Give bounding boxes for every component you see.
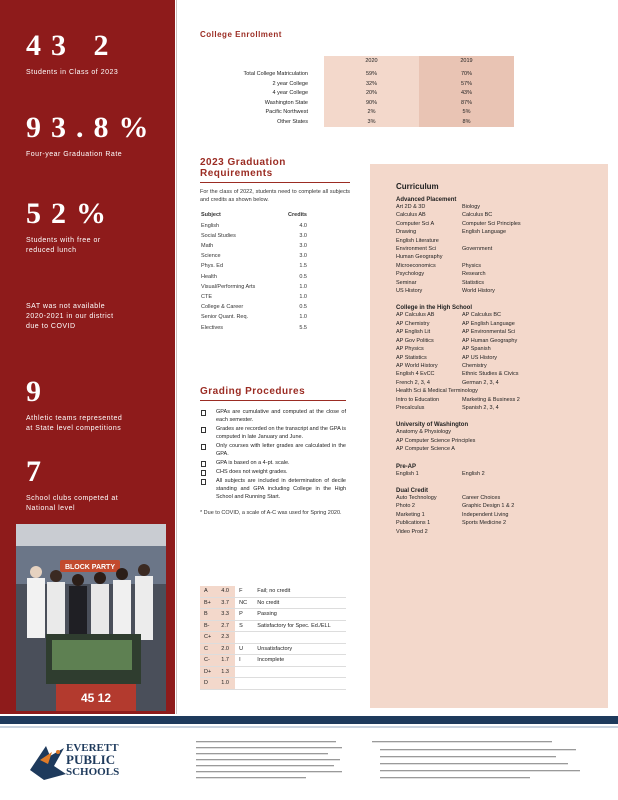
requirements-title-line2: Requirements xyxy=(200,168,273,179)
enrollment-row: Other States 3% 8% xyxy=(180,117,514,127)
requirement-row: Phys. Ed 1.5 xyxy=(201,263,307,270)
enrollment-row: Total College Matriculation 59% 70% xyxy=(180,70,514,80)
scale-row: A 4.0 F Fail; no credit xyxy=(200,586,346,597)
year-2019-header: 2019 xyxy=(419,56,514,66)
enrollment-row: Washington State 90% 87% xyxy=(180,98,514,108)
scale-row: C- 1.7 I Incomplete xyxy=(200,655,346,667)
svg-text:45 12: 45 12 xyxy=(80,691,112,705)
grading-list xyxy=(200,408,346,501)
column-divider xyxy=(176,0,177,714)
requirement-row: Visual/Performing Arts 1.0 xyxy=(201,283,307,290)
requirement-row: CTE 1.0 xyxy=(201,294,307,301)
enrollment-table xyxy=(180,56,514,127)
stat-number: 43 2 xyxy=(26,29,119,62)
footer-fine-print-right xyxy=(372,739,594,787)
stat-number: 52% xyxy=(26,197,116,230)
requirement-row: Senior Quant. Req. 1.0 xyxy=(201,314,307,321)
stat-number: 9 xyxy=(26,375,51,408)
grading-item: All subjects are included in determination of decile standing and GPA including College in the High School and Running Start. xyxy=(200,477,346,501)
footer-fine-print-left xyxy=(196,739,346,787)
grading-scale-table xyxy=(200,586,346,690)
requirement-row: College & Career 0.5 xyxy=(201,304,307,311)
requirement-row: Health 0.5 xyxy=(201,273,307,280)
requirement-row: Social Studies 3.0 xyxy=(201,232,307,239)
illegible-fine-print xyxy=(372,739,594,787)
requirement-row: Math 3.0 xyxy=(201,243,307,250)
stat-label: School clubs competed at National level xyxy=(26,495,119,512)
stat-number: 93.8% xyxy=(26,111,159,144)
requirement-row: Electives 5.5 xyxy=(201,324,307,331)
curriculum-panel xyxy=(370,164,608,708)
requirements-title-line1: 2023 Graduation xyxy=(200,157,286,168)
requirements-section xyxy=(200,157,350,333)
group-university-of-washington: University of Washington Anatomy & Physiology AP Computer Science Principles AP Computer Science A xyxy=(396,422,476,453)
logo-line: SCHOOLS xyxy=(66,766,120,778)
scale-row: B+ 3.7 NC No credit xyxy=(200,597,346,609)
stat-label: Athletic teams represented at State level competitions xyxy=(26,415,123,432)
grading-title: Grading Procedures xyxy=(200,386,306,397)
students-photo xyxy=(16,524,166,711)
illegible-fine-print xyxy=(196,739,346,787)
enrollment-row: 4 year College 20% 43% xyxy=(180,89,514,99)
eagle-icon xyxy=(28,740,68,786)
stat-clubs xyxy=(26,456,118,514)
year-2020-header: 2020 xyxy=(324,56,419,66)
district-logo xyxy=(28,738,152,788)
stat-athletic-teams xyxy=(26,376,122,434)
enrollment-row: Pacific Northwest 2% 5% xyxy=(180,108,514,118)
curriculum-title: Curriculum xyxy=(396,182,439,191)
grading-item: GPA is based on a 4-pt. scale. xyxy=(200,459,346,467)
enrollment-title: College Enrollment xyxy=(200,30,282,39)
grading-item: GPAs are cumulative and computed at the close of each semester. xyxy=(200,408,346,424)
requirement-row: Science 3.0 xyxy=(201,253,307,260)
stat-sat-note xyxy=(26,296,114,332)
scale-row: B 3.3 P Passing xyxy=(200,609,346,621)
scale-row: C 2.0 U Unsatisfactory xyxy=(200,643,346,655)
group-advanced-placement: Advanced Placement Art 2D & 3D Biology Calculus AB Calculus BC Computer Sci A Computer Sci Principles Drawing English Language English Literature Environment Sci Government Human Geography Microeconomics Physics Psychology Research Seminar Statistics US History World History xyxy=(396,197,521,295)
scale-row: D 1.0 xyxy=(200,678,346,690)
requirements-table xyxy=(200,210,308,332)
stat-graduation-rate xyxy=(26,112,159,160)
requirement-row: English 4.0 xyxy=(201,222,307,229)
stat-label: Four-year Graduation Rate xyxy=(26,151,123,158)
logo-line: EVERETT xyxy=(66,742,119,754)
grading-covid-note: * Due to COVID, a scale of A-C was used for Spring 2020. xyxy=(200,510,342,516)
banner-text: BLOCK PARTY xyxy=(64,564,116,571)
group-dual-credit: Dual Credit Auto Technology Career Choices Photo 2 Graphic Design 1 & 2 Marketing 1 Independent Living Publications 1 Sports Medicine 2 Video Prod 2 xyxy=(396,487,515,535)
title-underline xyxy=(200,182,350,183)
logo-text xyxy=(66,742,119,778)
subject-header: Subject xyxy=(201,212,221,219)
scale-row: D+ 1.3 xyxy=(200,666,346,678)
footer-accent-line xyxy=(0,726,618,728)
stat-students xyxy=(26,30,119,78)
enrollment-header-row xyxy=(180,56,514,66)
credits-header: Credits xyxy=(288,212,307,219)
stat-number: 7 xyxy=(26,455,51,488)
stat-label: Students with free or reduced lunch xyxy=(26,237,101,254)
scale-row: B- 2.7 S Satisfactory for Spec. Ed./ELL xyxy=(200,620,346,632)
students-photo-illustration xyxy=(16,524,166,711)
group-college-in-high-school: College in the High School AP Calculus AB AP Calculus BC AP Chemistry AP English Language AP English Lit AP Environmental Sci AP Gov Politics AP Human Geography AP Physics AP Spanish AP Statistics AP US History AP World History Chemistry English 4 EvCC Ethnic Studies & Civics French 2, 3, 4 German 2, 3, 4 Health Sci & Medical Terminology Intro to Education Marketing & Business 2 Precalculus Spanish 2, 3, 4 xyxy=(396,305,520,411)
grading-item: Grades are recorded on the transcript and the GPA is computed in late January and June. xyxy=(200,425,346,441)
enrollment-row: 2 year College 32% 57% xyxy=(180,79,514,89)
requirements-intro: For the class of 2022, students need to complete all subjects and credits as shown below. xyxy=(200,189,350,204)
grading-section xyxy=(200,386,346,517)
scale-row: C+ 2.3 xyxy=(200,632,346,644)
grading-item: CHS does not weight grades. xyxy=(200,468,346,476)
stat-free-lunch xyxy=(26,198,116,256)
footer-bar xyxy=(0,716,618,724)
curriculum-content xyxy=(396,182,596,536)
title-underline xyxy=(200,400,346,401)
grading-item: Only courses with letter grades are calculated in the GPA. xyxy=(200,442,346,458)
stat-label: SAT was not available 2020-2021 in our district due to COVID xyxy=(26,303,114,330)
group-pre-ap: Pre-AP English 1 English 2 xyxy=(396,463,485,477)
logo-line: PUBLIC xyxy=(66,752,116,767)
stat-label: Students in Class of 2023 xyxy=(26,69,119,76)
